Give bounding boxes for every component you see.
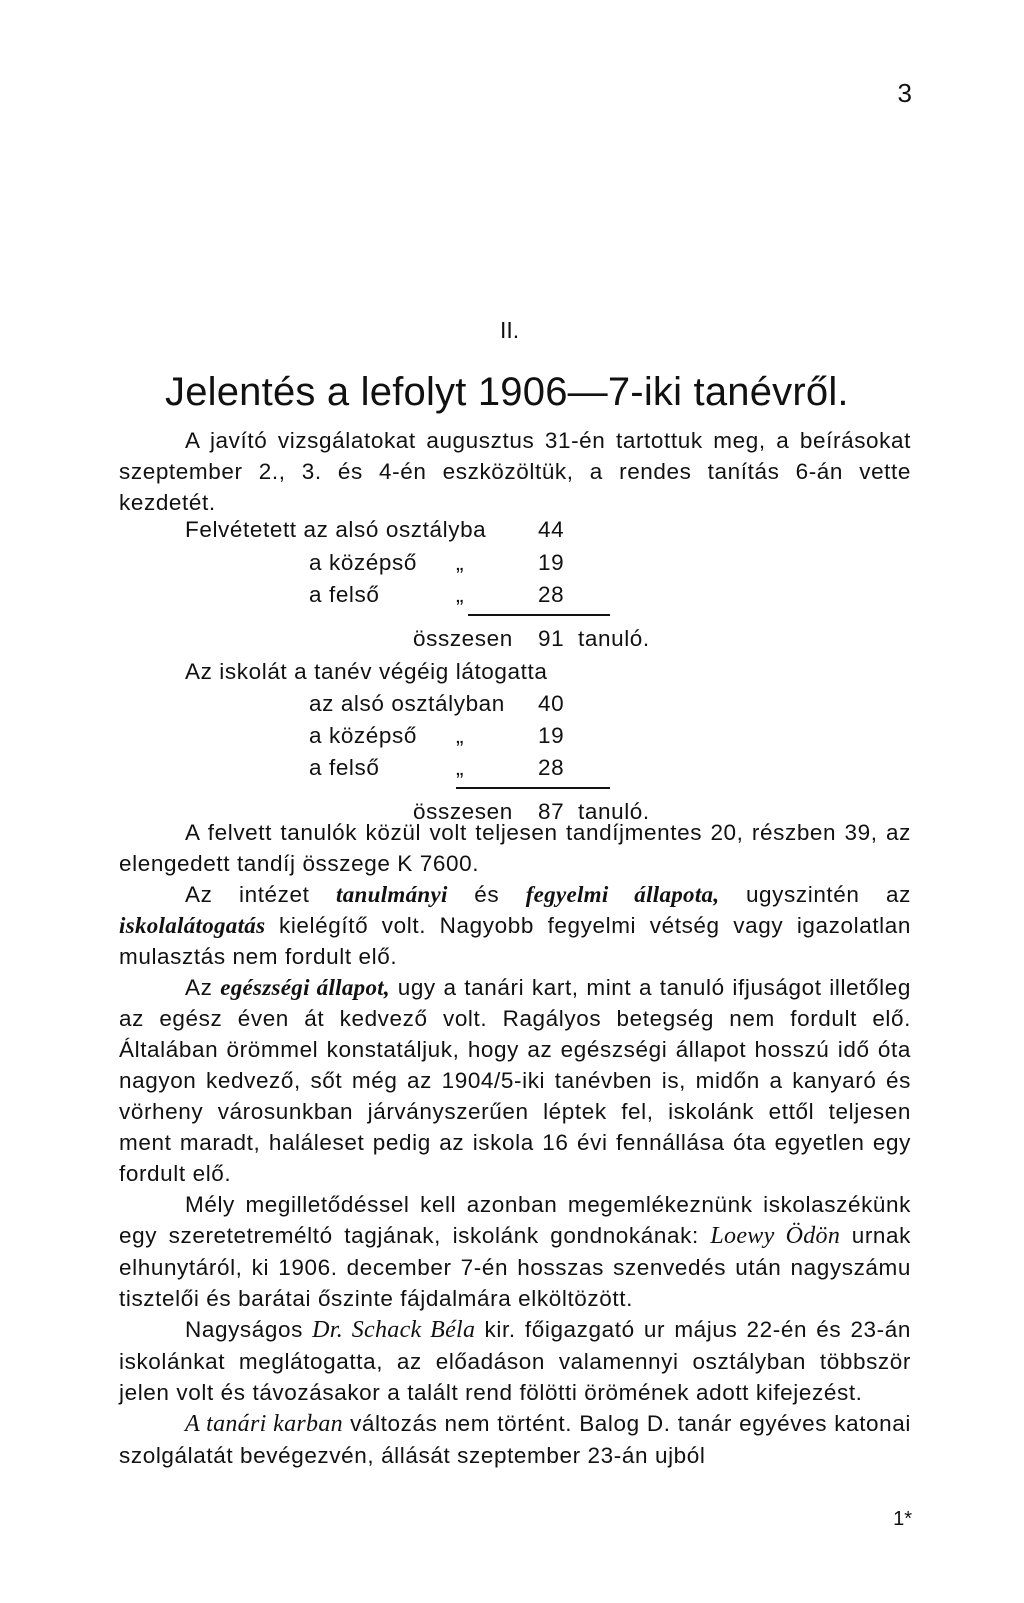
attended-row-value: 28 bbox=[538, 755, 565, 780]
attended-row-value: 40 bbox=[538, 691, 565, 716]
body-paragraphs bbox=[119, 817, 911, 1471]
intro-paragraph: A javító vizsgálatokat augusztus 31-én tartottuk meg, a beírásokat szeptember 2., 3. és 4-én eszközöltük, a rendes tanítás 6-án vette kezdetét. bbox=[119, 428, 911, 515]
mourning-paragraph bbox=[119, 1189, 911, 1314]
emphasis-term: egészségi állapot, bbox=[220, 975, 390, 1000]
school-state-paragraph bbox=[119, 879, 911, 972]
enrolled-total-unit: tanuló. bbox=[578, 626, 650, 651]
person-name: Dr. Schack Béla bbox=[312, 1317, 476, 1343]
intro-block bbox=[119, 425, 911, 518]
attended-row-value: 19 bbox=[538, 723, 565, 748]
text-run: kielégítő volt. Nagyobb fegyelmi vétség vagy igazolatlan mulasztás nem fordult elő. bbox=[119, 913, 911, 969]
enrolled-heading: Felvétetett az alsó osztályba bbox=[185, 517, 487, 542]
enrolled-total-label: összesen bbox=[413, 626, 513, 651]
text-run: Az intézet bbox=[185, 882, 310, 907]
attended-total-value: 87 bbox=[538, 799, 565, 824]
enrolled-total-value: 91 bbox=[538, 626, 565, 651]
attended-heading: Az iskolát a tanév végéig látogatta bbox=[185, 659, 548, 684]
attended-row-label: a felső bbox=[309, 755, 380, 780]
text-run: Mély megilletődéssel kell azonban megemlékeznünk iskolaszékünk egy szeretetreméltó tagjának, iskolánk gondnokának: bbox=[119, 1192, 911, 1248]
enrolled-row-value: 19 bbox=[538, 550, 565, 575]
sum-rule bbox=[468, 614, 610, 616]
ditto-mark: „ bbox=[456, 755, 465, 780]
enrolled-row-value: 28 bbox=[538, 582, 565, 607]
page-title: Jelentés a lefolyt 1906—7-iki tanévről. bbox=[165, 370, 849, 414]
sum-rule bbox=[456, 787, 610, 789]
ditto-mark: „ bbox=[456, 723, 465, 748]
page-number: 3 bbox=[897, 78, 912, 108]
enrolled-first-value: 44 bbox=[538, 517, 565, 542]
enrolled-row-label: a felső bbox=[309, 582, 380, 607]
text-run: Nagyságos bbox=[185, 1317, 303, 1342]
tuition-paragraph: A felvett tanulók közül volt teljesen tandíjmentes 20, részben 39, az elengedett tandíj összege K 7600. bbox=[119, 820, 911, 876]
inspection-paragraph bbox=[119, 1314, 911, 1408]
section-numeral: II. bbox=[500, 317, 520, 343]
text-run: ugyszintén az bbox=[745, 882, 911, 907]
emphasis-term: iskolalátogatás bbox=[119, 913, 266, 938]
enrolled-row-label: a középső bbox=[309, 550, 417, 575]
ditto-mark: „ bbox=[456, 550, 465, 575]
emphasis-term: fegyelmi állapota, bbox=[525, 882, 720, 907]
attended-total-unit: tanuló. bbox=[578, 799, 650, 824]
text-run: urnak elhunytáról, ki 1906. december 7-én hosszas szenvedés után nagyszámu tisztelői és barátai őszinte fájdalmára elköltözött. bbox=[119, 1223, 911, 1311]
text-run: változás nem történt. Balog D. tanár egyéves katonai szolgálatát bevégezvén, állását szeptember 23-án ujból bbox=[119, 1411, 911, 1468]
text-run: kir. főigazgató ur május 22-én és 23-án iskolánkat meglátogatta, az előadáson valamennyi osztályban többször jelen volt és távozásakor a talált rend fölötti örömének adott kifejezést. bbox=[119, 1317, 911, 1405]
emphasis-term: tanulmányi bbox=[336, 882, 448, 907]
attended-total-label: összesen bbox=[413, 799, 513, 824]
staff-paragraph bbox=[119, 1408, 911, 1471]
ditto-mark: „ bbox=[456, 582, 465, 607]
emphasis-term: A tanári karban bbox=[185, 1411, 343, 1437]
health-paragraph bbox=[119, 972, 911, 1189]
printer-signature: 1* bbox=[893, 1508, 912, 1530]
text-run: Az bbox=[185, 975, 213, 1000]
text-run: ugy a tanári kart, mint a tanuló ifjuságot illetőleg az egész éven át kedvező volt. Ragályos betegség nem fordult elő. Általában örömmel konstatáljuk, hogy az egészségi állapot hosszú idő óta nagyon kedvező, sőt még az 1904/5-iki tanévben is, midőn a kanyaró és vörheny városunkban járványszerűen léptek fel, iskolánk ettől teljesen ment maradt, haláleset pedig az iskola 16 évi fennállása óta egyetlen egy fordult elő. bbox=[119, 975, 912, 1186]
person-name: Loewy Ödön bbox=[710, 1223, 841, 1249]
attended-row-label: az alsó osztályban bbox=[309, 691, 505, 716]
attended-row-label: a középső bbox=[309, 723, 417, 748]
text-run: és bbox=[474, 882, 500, 907]
